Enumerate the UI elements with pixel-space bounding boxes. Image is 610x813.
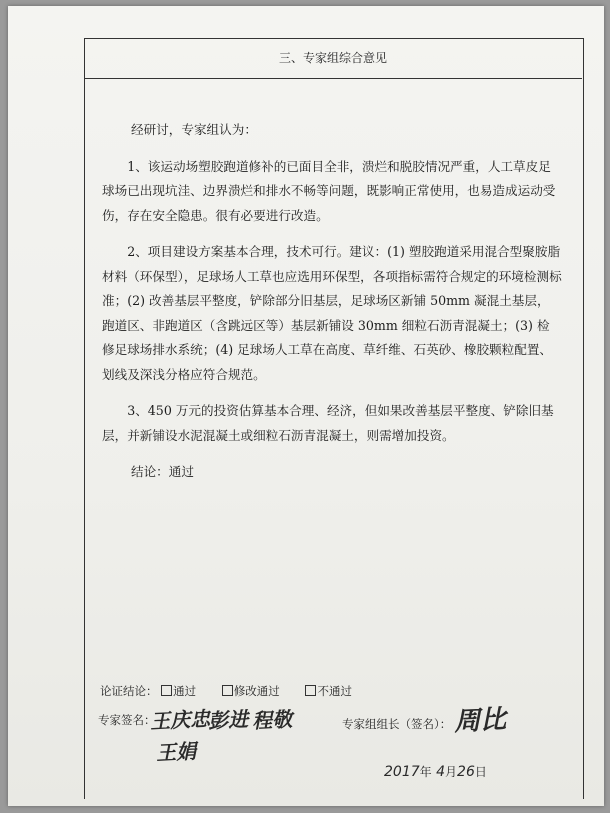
opinion-item-2: 2、项目建设方案基本合理，技术可行。建议：(1) 塑胶跑道采用混合型聚胺脂材料（环保型），足球场人工草也应选用环保型，各项指标需符合规定的环境检测标准；(2) 改善基层平整度，铲除部分旧基层，足球场区新铺 50mm 凝混土基层，跑道区、非跑道区（含跳远区等）基层新铺设 30mm 细粒石沥青混凝土；(3) 检修足球场排水系统；(4) 足球场人工草在高度、草纤维、石英砂、橡胶颗粒配置、划线及深浅分格应符合规范。 xyxy=(102,244,562,382)
date-year: 2017 xyxy=(384,764,420,780)
conclusion-row xyxy=(100,683,374,699)
opinion-item-1: 1、该运动场塑胶跑道修补的已面目全非，溃烂和脱胶情况严重，人工草皮足球场已出现坑洼、边界溃烂和排水不畅等问题，既影响正常使用，也易造成运动受伤，存在安全隐患。很有必要进行改造。 xyxy=(102,158,556,223)
section-title: 三、专家组综合意见 xyxy=(84,38,582,79)
option-revise-pass[interactable]: 修改通过 xyxy=(222,684,280,698)
expert-signature-3: 程敬 xyxy=(251,706,293,734)
expert-signature-1: 王庆忠 xyxy=(149,706,211,734)
leader-signature: 周比 xyxy=(453,704,507,738)
expert-signature-4: 王娟 xyxy=(155,738,197,766)
opinion-body xyxy=(102,118,562,485)
sign-date: 2017年 4月26日 xyxy=(384,764,487,780)
opinion-conclusion: 结论：通过 xyxy=(130,464,194,479)
date-month: 4 xyxy=(436,764,446,780)
leader-signature-label: 专家组组长（签名）： xyxy=(342,717,452,731)
expert-signature-2: 彭进 xyxy=(207,706,249,734)
checkbox-icon xyxy=(222,685,233,696)
experts-signature-label: 专家签名： xyxy=(98,713,156,727)
option-pass[interactable]: 通过 xyxy=(161,684,196,698)
conclusion-label: 论证结论： xyxy=(100,684,158,698)
checkbox-icon xyxy=(305,685,316,696)
checkbox-icon xyxy=(161,685,172,696)
option-fail[interactable]: 不通过 xyxy=(305,684,352,698)
date-day: 26 xyxy=(457,764,475,780)
opinion-item-3: 3、450 万元的投资估算基本合理、经济，但如果改善基层平整度、铲除旧基层，并新铺设水泥混凝土或细粒石沥青混凝土，则需增加投资。 xyxy=(102,403,554,443)
opinion-intro: 经研讨，专家组认为： xyxy=(130,122,257,137)
